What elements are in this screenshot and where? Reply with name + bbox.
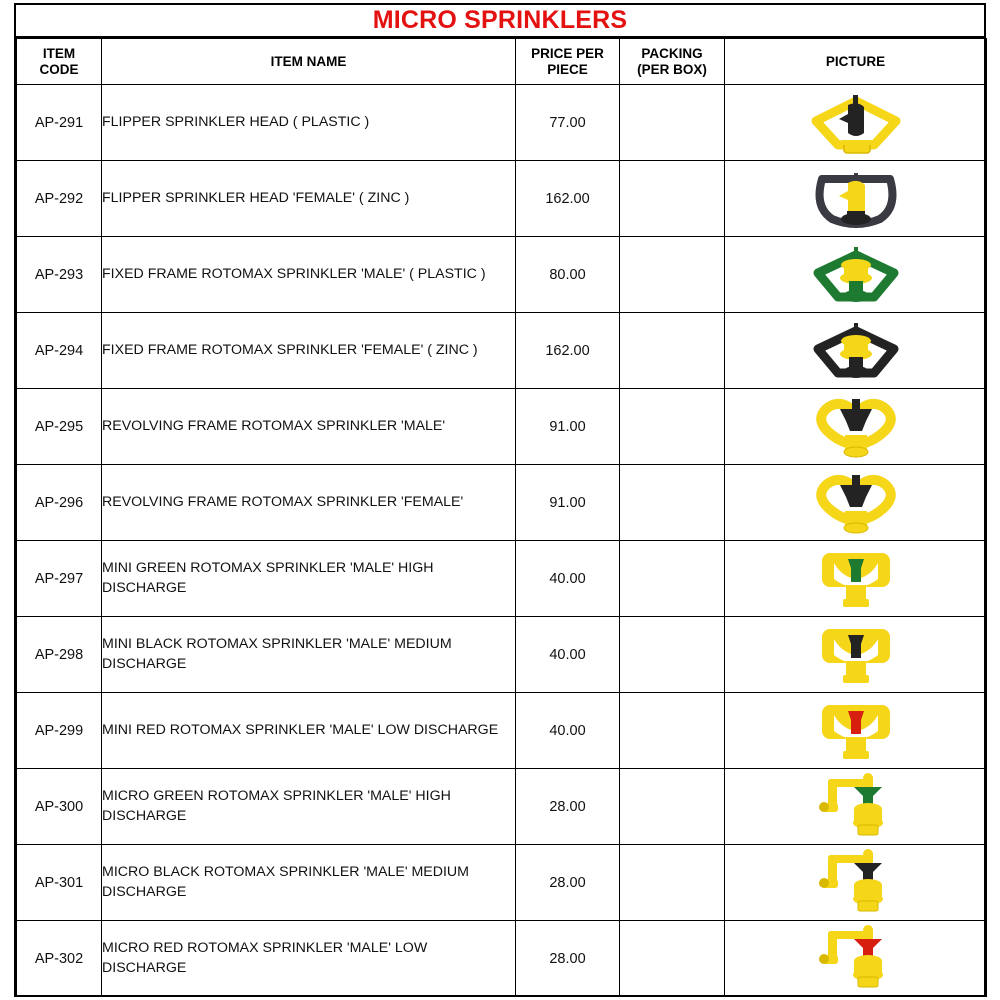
table-row [17,85,987,161]
cell-item-code: AP-295 [17,389,102,465]
cell-item-code: AP-292 [17,161,102,237]
mini-rotomax-black-nozzle-icon [725,618,986,692]
header-packing-line2: (PER BOX) [637,61,707,77]
catalog-sheet [14,3,986,997]
cell-packing [620,313,725,389]
header-packing [620,39,725,85]
table-row [17,617,987,693]
cell-packing [620,845,725,921]
table-row [17,921,987,997]
cell-picture [725,237,987,313]
fixed-frame-rotomax-green-frame-yellow-nozzle-icon [725,238,986,312]
cell-picture [725,769,987,845]
table-body [17,85,987,997]
cell-item-code: AP-301 [17,845,102,921]
cell-item-code: AP-299 [17,693,102,769]
cell-picture [725,921,987,997]
header-item-code-line1: ITEM [42,45,76,61]
cell-item-code: AP-294 [17,313,102,389]
cell-packing [620,389,725,465]
header-packing-line1: PACKING [641,45,703,61]
mini-rotomax-red-nozzle-icon [725,694,986,768]
cell-picture [725,693,987,769]
cell-picture [725,541,987,617]
cell-item-name: MINI GREEN ROTOMAX SPRINKLER 'MALE' HIGH DISCHARGE [102,541,516,617]
cell-price: 80.00 [516,237,620,313]
micro-rotomax-red-nozzle-icon [725,922,986,996]
cell-item-name: MICRO BLACK ROTOMAX SPRINKLER 'MALE' MEDIUM DISCHARGE [102,845,516,921]
table-row [17,541,987,617]
header-item-name: ITEM NAME [102,39,516,85]
page-title-bar [16,5,984,38]
cell-picture [725,313,987,389]
table-row [17,693,987,769]
fixed-frame-rotomax-black-frame-yellow-nozzle-icon [725,314,986,388]
cell-price: 40.00 [516,617,620,693]
cell-price: 40.00 [516,541,620,617]
cell-packing [620,541,725,617]
micro-rotomax-black-nozzle-icon [725,846,986,920]
cell-packing [620,769,725,845]
cell-price: 77.00 [516,85,620,161]
cell-item-code: AP-293 [17,237,102,313]
cell-price: 28.00 [516,769,620,845]
cell-item-name: REVOLVING FRAME ROTOMAX SPRINKLER 'MALE' [102,389,516,465]
header-row [17,39,987,85]
table-row [17,845,987,921]
cell-item-code: AP-298 [17,617,102,693]
table-row [17,465,987,541]
cell-item-code: AP-296 [17,465,102,541]
cell-picture [725,161,987,237]
micro-rotomax-green-nozzle-icon [725,770,986,844]
cell-picture [725,85,987,161]
cell-price: 28.00 [516,921,620,997]
cell-picture [725,465,987,541]
cell-item-name: FLIPPER SPRINKLER HEAD 'FEMALE' ( ZINC ) [102,161,516,237]
table-header [17,39,987,85]
cell-item-name: REVOLVING FRAME ROTOMAX SPRINKLER 'FEMALE' [102,465,516,541]
cell-item-code: AP-297 [17,541,102,617]
header-price-per-piece [516,39,620,85]
cell-picture [725,845,987,921]
header-price-line2: PIECE [547,61,588,77]
cell-price: 40.00 [516,693,620,769]
header-item-code-line2: CODE [39,61,79,77]
cell-price: 162.00 [516,313,620,389]
header-price-line1: PRICE PER [531,45,604,61]
cell-packing [620,693,725,769]
cell-picture [725,617,987,693]
cell-packing [620,85,725,161]
revolving-frame-rotomax-yellow-frame-female-icon [725,466,986,540]
table-row [17,389,987,465]
cell-item-name: FIXED FRAME ROTOMAX SPRINKLER 'MALE' ( PLASTIC ) [102,237,516,313]
cell-price: 162.00 [516,161,620,237]
header-picture: PICTURE [725,39,987,85]
page-title: MICRO SPRINKLERS [372,6,628,34]
cell-item-name: MINI RED ROTOMAX SPRINKLER 'MALE' LOW DISCHARGE [102,693,516,769]
header-item-code [17,39,102,85]
cell-packing [620,237,725,313]
table-row [17,313,987,389]
cell-packing [620,617,725,693]
cell-price: 28.00 [516,845,620,921]
cell-packing [620,921,725,997]
cell-item-name: FLIPPER SPRINKLER HEAD ( PLASTIC ) [102,85,516,161]
table-row [17,769,987,845]
cell-price: 91.00 [516,389,620,465]
mini-rotomax-green-nozzle-icon [725,542,986,616]
revolving-frame-rotomax-yellow-frame-male-icon [725,390,986,464]
flipper-sprinkler-yellow-frame-black-arm-icon [725,86,986,160]
cell-item-code: AP-300 [17,769,102,845]
cell-item-name: FIXED FRAME ROTOMAX SPRINKLER 'FEMALE' ( ZINC ) [102,313,516,389]
cell-item-name: MICRO GREEN ROTOMAX SPRINKLER 'MALE' HIGH DISCHARGE [102,769,516,845]
flipper-sprinkler-dark-frame-yellow-arm-icon [725,162,986,236]
cell-item-code: AP-291 [17,85,102,161]
cell-packing [620,161,725,237]
table-row [17,161,987,237]
cell-item-code: AP-302 [17,921,102,997]
cell-price: 91.00 [516,465,620,541]
cell-item-name: MINI BLACK ROTOMAX SPRINKLER 'MALE' MEDIUM DISCHARGE [102,617,516,693]
cell-item-name: MICRO RED ROTOMAX SPRINKLER 'MALE' LOW DISCHARGE [102,921,516,997]
table-row [17,237,987,313]
product-table [16,38,987,997]
cell-packing [620,465,725,541]
cell-picture [725,389,987,465]
